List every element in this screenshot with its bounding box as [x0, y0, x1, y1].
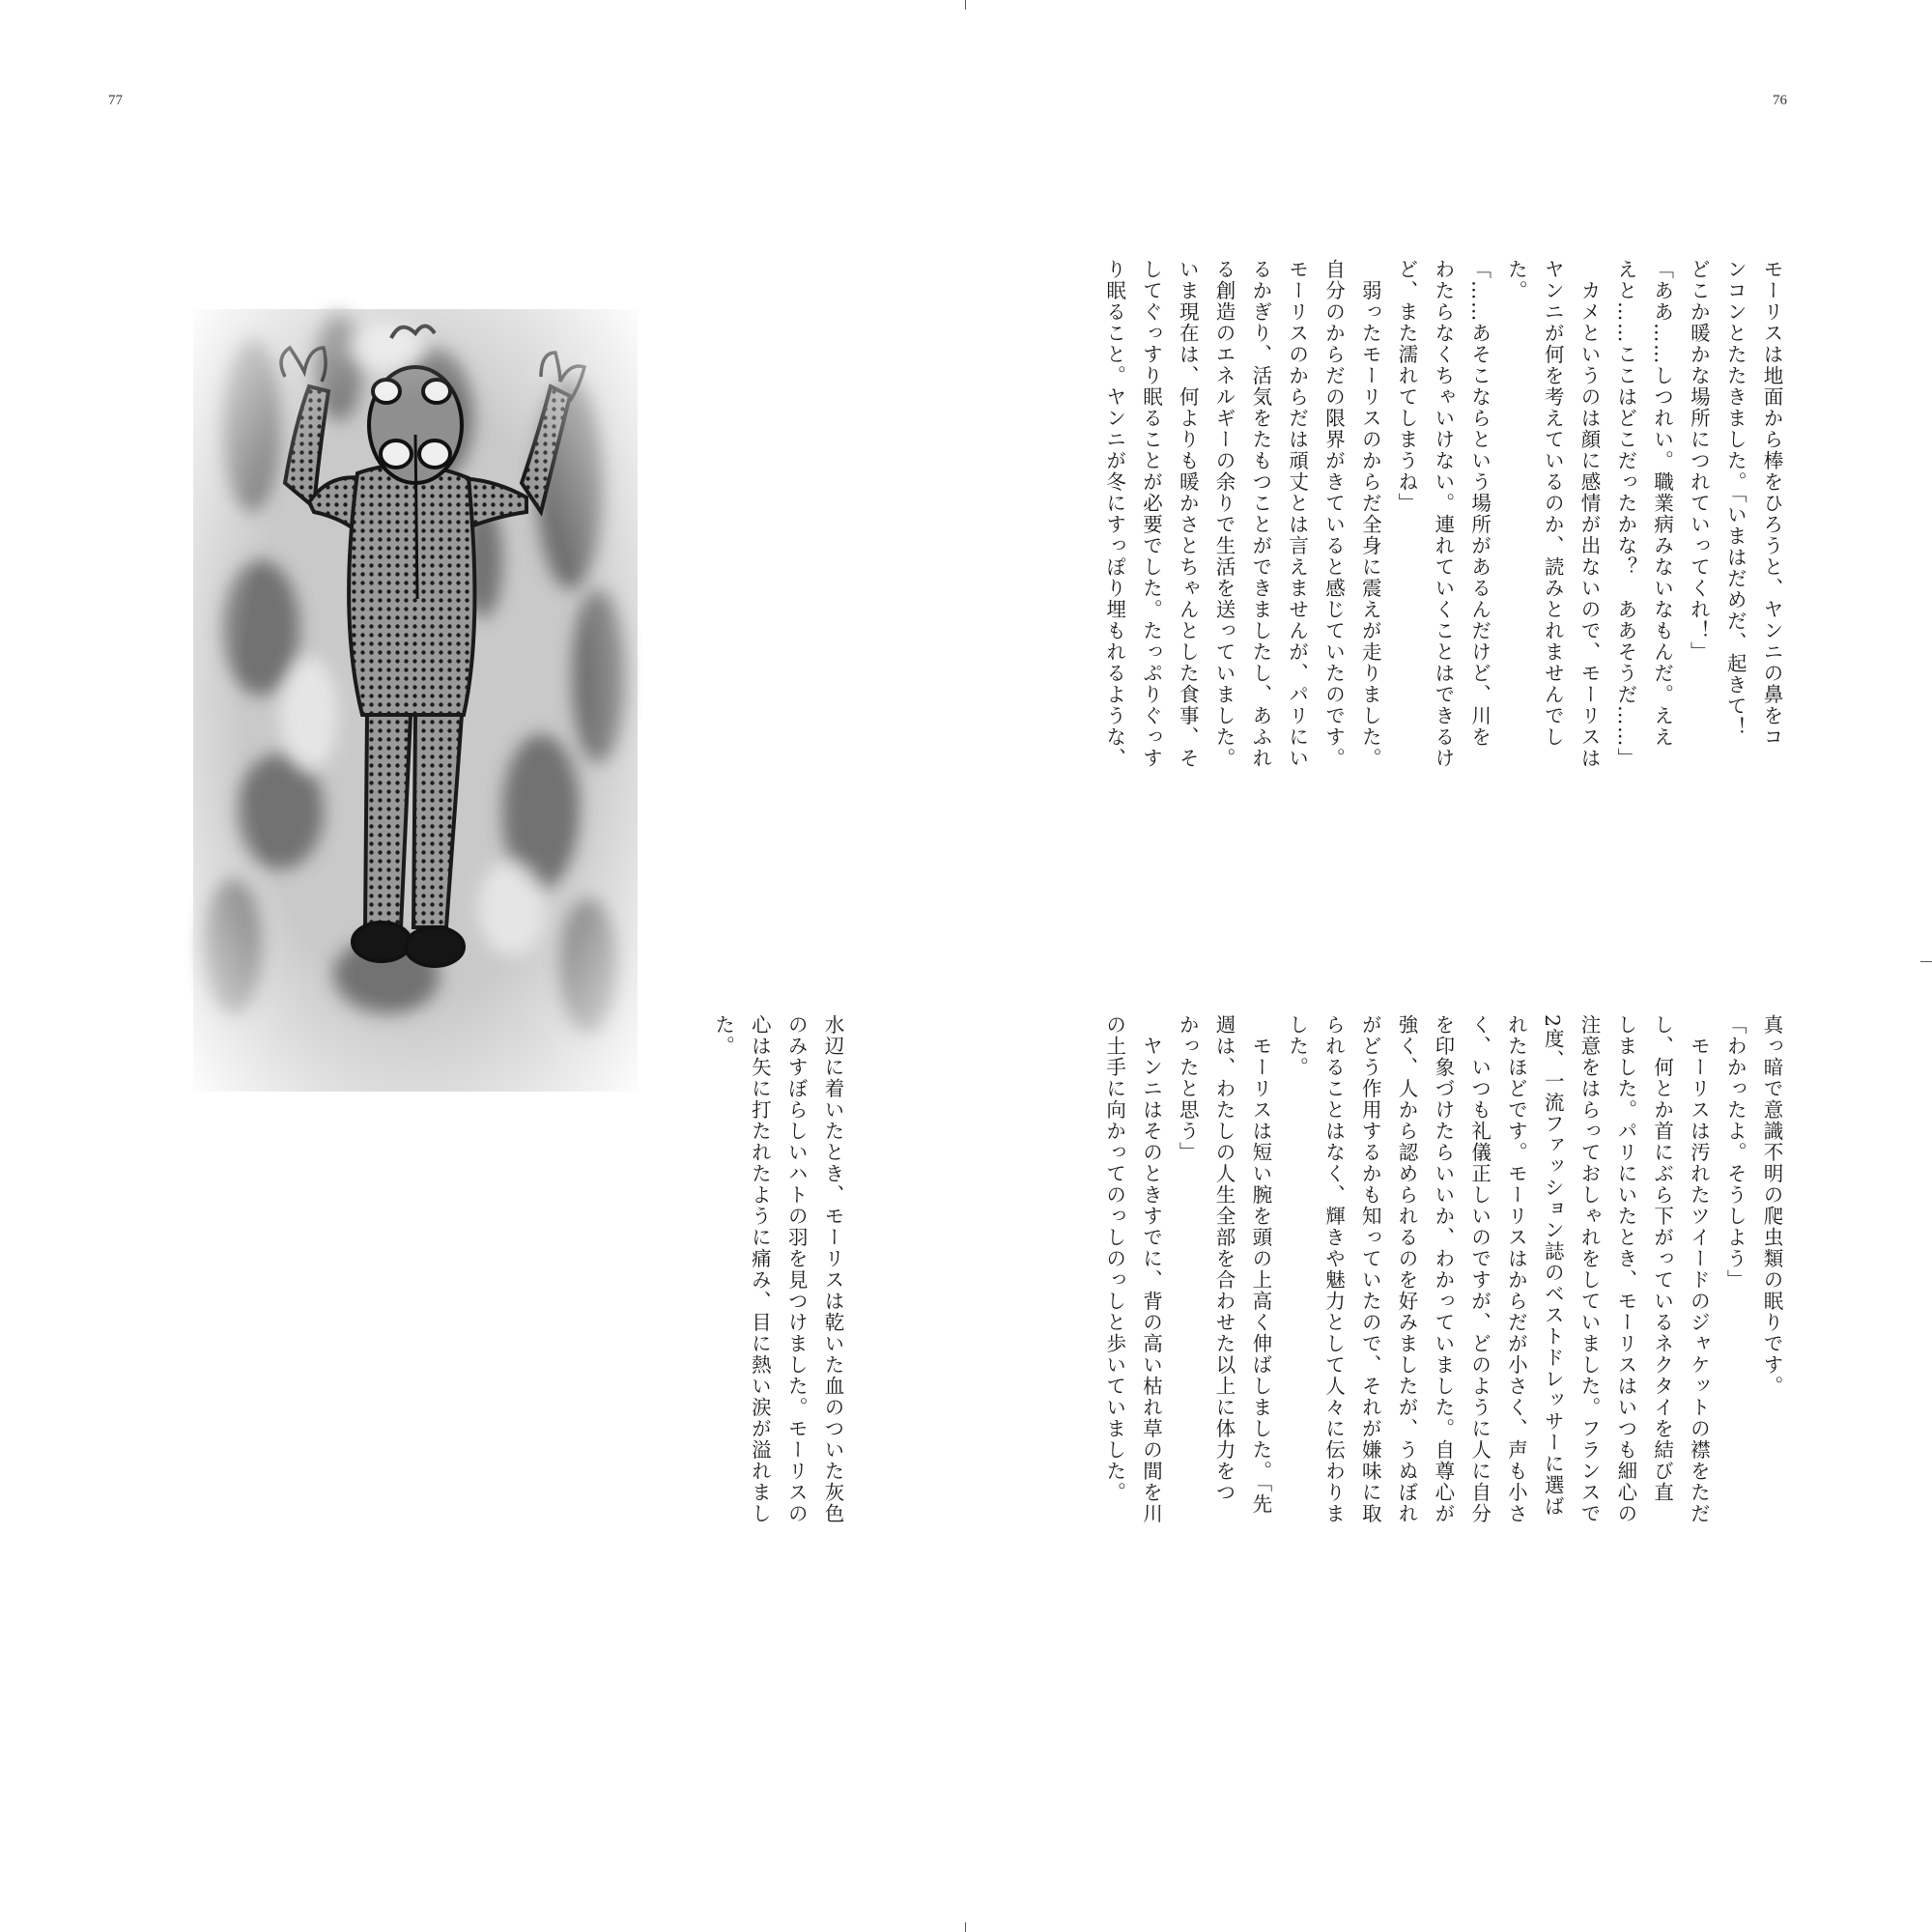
text-block-lower — [1102, 1014, 1789, 1710]
text-line: 強く、人から認められるのを好みましたが、うぬぼれ — [1395, 1014, 1419, 1524]
text-line: しました。パリにいたとき、モーリスはいつも細心の — [1613, 1014, 1637, 1524]
text-line: るかぎり、活気をたもつことができましたし、あふれ — [1248, 259, 1272, 769]
text-line: 「……あそこならという場所があるんだけど、川を — [1467, 259, 1492, 748]
text-line: してぐっすり眠ることが必要でした。たっぷりぐっす — [1139, 259, 1163, 769]
text-line: いま現在は、何よりも暖かさとちゃんとした食事、そ — [1176, 259, 1200, 769]
page-number-left: 77 — [108, 93, 123, 108]
text-line: 弱ったモーリスのからだ全身に震えが走りました。 — [1358, 259, 1382, 769]
text-line: のみすぼらしいハトの羽を見つけました。モーリスの — [784, 1014, 809, 1524]
text-line: 自分のからだの限界がきていると感じていたのです。 — [1321, 259, 1346, 769]
text-line: モーリスのからだは頑丈とは言えませんが、パリにい — [1285, 259, 1309, 769]
text-line: カメというのは顔に感情が出ないので、モーリスは — [1577, 259, 1602, 769]
text-line: 「ああ……しつれい。職業病みないなもんだ。ええ — [1650, 259, 1674, 748]
page-number-right: 76 — [1773, 93, 1787, 108]
text-line: く、いつも礼儀正しいのですが、どのように人に自分 — [1467, 1014, 1492, 1524]
text-line: えと……ここはどこだったかな？ ああそうだ……」 — [1613, 259, 1637, 769]
text-line: した。 — [1285, 1014, 1309, 1078]
text-line: を印象づけたらいいか、わかっていました。自尊心が — [1431, 1014, 1455, 1524]
text-line: られることはなく、輝きや魅力として人々に伝わりま — [1321, 1014, 1346, 1524]
text-line: 「わかったよ。そうしよう」 — [1723, 1014, 1747, 1291]
text-line: がどう作用するかも知っていたので、それが嫌味に取 — [1358, 1014, 1382, 1524]
text-line: わたらなくちゃいけない。連れていくことはできるけ — [1431, 259, 1455, 769]
text-line: 心は矢に打たれたように痛み、目に熱い涙が溢れまし — [748, 1014, 772, 1524]
text-line: ンコンとたたきました。「いまはだめだ、起きて！ — [1723, 259, 1747, 738]
text-line: た。 — [711, 1014, 735, 1057]
text-line: た。 — [1504, 259, 1528, 301]
text-line: し、何とか首にぶら下がっているネクタイを結び直 — [1650, 1014, 1674, 1503]
text-line: 真っ暗で意識不明の爬虫類の眠りです。 — [1760, 1014, 1783, 1397]
text-line: ヤンニが何を考えているのか、読みとれませんでし — [1541, 259, 1565, 748]
illustration-drawing — [193, 309, 638, 1092]
text-line: る創造のエネルギーの余りで生活を送っていました。 — [1212, 259, 1236, 769]
text-block-left — [696, 1014, 850, 1710]
text-line: 週は、わたしの人生全部を合わせた以上に体力をつ — [1212, 1014, 1236, 1503]
text-line: 2度、一流ファッション誌のベストドレッサーに選ば — [1541, 1014, 1565, 1518]
trim-mark-bottom — [965, 1922, 966, 1932]
illustration-figure-raising-arms — [193, 309, 638, 1092]
text-line: の土手に向かってのっしのっしと歩いていました。 — [1102, 1014, 1126, 1503]
text-line: 注意をはらっておしゃれをしていました。フランスで — [1577, 1014, 1602, 1524]
trim-mark-right — [1920, 961, 1932, 962]
text-line: どこか暖かな場所につれていってくれ！」 — [1687, 259, 1711, 663]
text-block-upper — [862, 259, 1789, 940]
text-line: ど、また濡れてしまうね」 — [1395, 259, 1419, 514]
text-line: モーリスは短い腕を頭の上高く伸ばしました。「先 — [1248, 1014, 1272, 1515]
trim-mark-top — [965, 0, 966, 10]
text-line: かったと思う」 — [1176, 1014, 1200, 1163]
text-line: ヤンニはそのときすでに、背の高い枯れ草の間を川 — [1139, 1014, 1163, 1524]
text-line: り眠ること。ヤンニが冬にすっぽり埋もれるような、 — [1102, 259, 1126, 769]
text-line: れたほどです。モーリスはからだが小さく、声も小さ — [1504, 1014, 1528, 1524]
text-line: モーリスは地面から棒をひろうと、ヤンニの鼻をコ — [1760, 259, 1783, 748]
text-line: 水辺に着いたとき、モーリスは乾いた血のついた灰色 — [821, 1014, 844, 1524]
text-line: モーリスは汚れたツイードのジャケットの襟をただ — [1687, 1014, 1711, 1524]
